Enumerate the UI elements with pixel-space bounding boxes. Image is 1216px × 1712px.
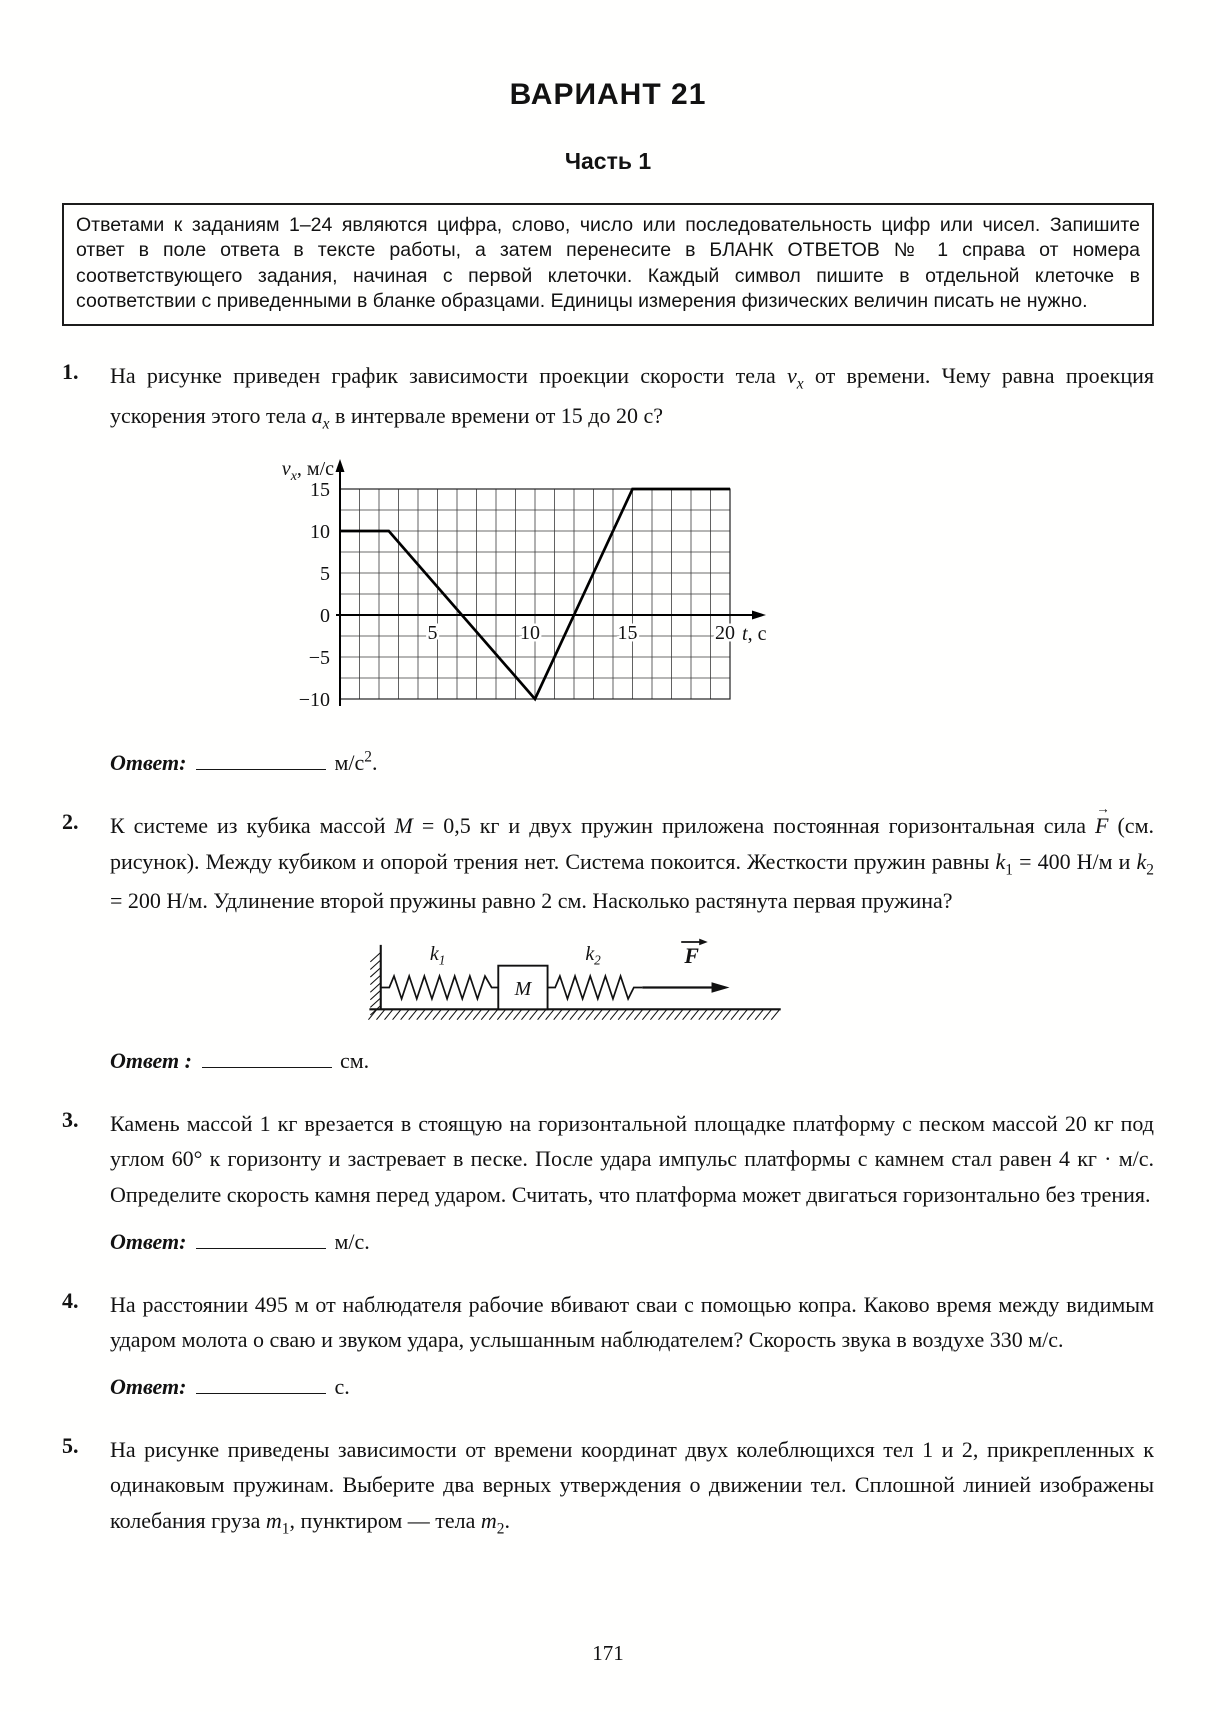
x-axis-label: t, c [742,623,767,646]
question-text: К системе из кубика массой M = 0,5 кг и двух пружин приложена постоянная горизонтальная сила F → (см. рисунок). Между кубиком и опорой трения нет. Система покоится. Жесткости пружин равны $k_1 = 400$ Н/м и $k_2 = 200$ Н/м. Удлинение второй пружины равно 2 см. Насколько растянута первая пружина? [110,808,1154,919]
answer-label: Ответ: [110,750,187,776]
answer-label: Ответ : [110,1047,192,1073]
answer-label: Ответ: [110,1373,187,1399]
answer-line [110,1227,1154,1255]
answer-line [110,1372,1154,1400]
instruction-text: Ответами к заданиям 1–24 являются цифра, слово, число или последовательность цифр или чисел. Запишите ответ в поле ответа в тексте работы, а затем перенесите в БЛАНК ОТВЕТОВ № 1 справа от номера соответствующего задания, начиная с первой клеточки. Каждый символ пишите в отдельной клеточке в соответствии с приведенными в бланке образцами. Единицы измерения физических величин писать не нужно. [76,214,1140,313]
question-1 [62,358,1154,776]
svg-text:10: 10 [310,521,330,544]
svg-text:−5: −5 [308,647,330,670]
spring-mass-figure [358,929,1154,1032]
question-number: 4. [62,1287,79,1313]
question-body [110,1287,1154,1400]
answer-line [110,1046,1154,1074]
question-number: 3. [62,1106,79,1132]
answer-blank [196,1372,326,1394]
question-text: На рисунке приведен график зависимости проекции скорости тела $v_x$ от времени. Чему равна проекция ускорения этого тела $a_x$ в интервале времени от 15 до 20 с? [110,363,1154,433]
page-number: 171 [592,1641,624,1665]
instruction-box [62,203,1154,326]
spring-2 [548,976,643,999]
answer-units: с. [334,1373,350,1399]
y-axis-label: $v_x$, м/с [281,458,334,485]
velocity-time-graph [250,449,1154,734]
question-number: 1. [62,359,79,385]
spring-1 [381,976,499,999]
question-body [110,808,1154,1074]
question-4 [62,1287,1154,1400]
question-5 [62,1432,1154,1543]
svg-text:−10: −10 [298,689,330,712]
question-text: На рисунке приведены зависимости от времени координат двух колеблющихся тел 1 и 2, прикрепленных к одинаковым пружинам. Выберите два верных утверждения о движении тел. Сплошной линией изображены колебания груза $m_1$, пунктиром — тела $m_2$. [110,1436,1154,1538]
spring-2-label: $k_2$ [585,942,601,968]
spring-1-label: $k_1$ [429,942,446,968]
svg-text:10: 10 [520,622,540,645]
answer-units: $м/с^2$. [334,748,378,776]
answer-units: м/с. [334,1228,370,1254]
wall-hatch [370,952,380,1015]
mass-label: M [514,977,532,1000]
answer-blank [196,1227,326,1249]
answer-label: Ответ: [110,1228,187,1254]
question-2 [62,808,1154,1074]
question-body [110,1432,1154,1543]
question-text: Камень массой 1 кг врезается в стоящую на горизонтальной площадке платформу с песком массой 20 кг под углом 60° к горизонту и застревает в песке. После удара импульс платформы с камнем стал равен 4 кг · м/с. Определите скорость камня перед ударом. Считать, что платформа может двигаться горизонтально без трения. [110,1110,1154,1207]
answer-units: см. [339,1047,370,1073]
svg-text:15: 15 [617,622,638,645]
force-vector-hat-head [699,938,708,945]
svg-text:5: 5 [320,563,330,586]
svg-text:0: 0 [320,605,330,628]
answer-blank [196,748,326,770]
question-number: 5. [62,1432,79,1458]
question-body [110,1106,1154,1255]
svg-text:15: 15 [310,479,330,502]
part-title: Часть 1 [564,148,652,174]
page-title: ВАРИАНТ 21 [509,78,707,111]
spring-mass-figure-svg [358,929,794,1027]
answer-line [110,748,1154,776]
question-number: 2. [62,809,79,835]
ground-hatch [368,1009,779,1019]
force-arrowhead [712,982,730,992]
svg-text:5: 5 [427,622,438,645]
question-3 [62,1106,1154,1255]
question-text: На расстоянии 495 м от наблюдателя рабочие вбивают сваи с помощью копра. Каково время между видимым ударом молота о сваю и звуком удара, услышанным наблюдателем? Скорость звука в воздухе 330 м/с. [110,1291,1154,1353]
svg-text:20: 20 [715,622,735,645]
answer-blank [202,1046,332,1068]
force-label: F [684,943,699,968]
velocity-time-graph-svg [250,449,795,729]
question-body [110,358,1154,776]
